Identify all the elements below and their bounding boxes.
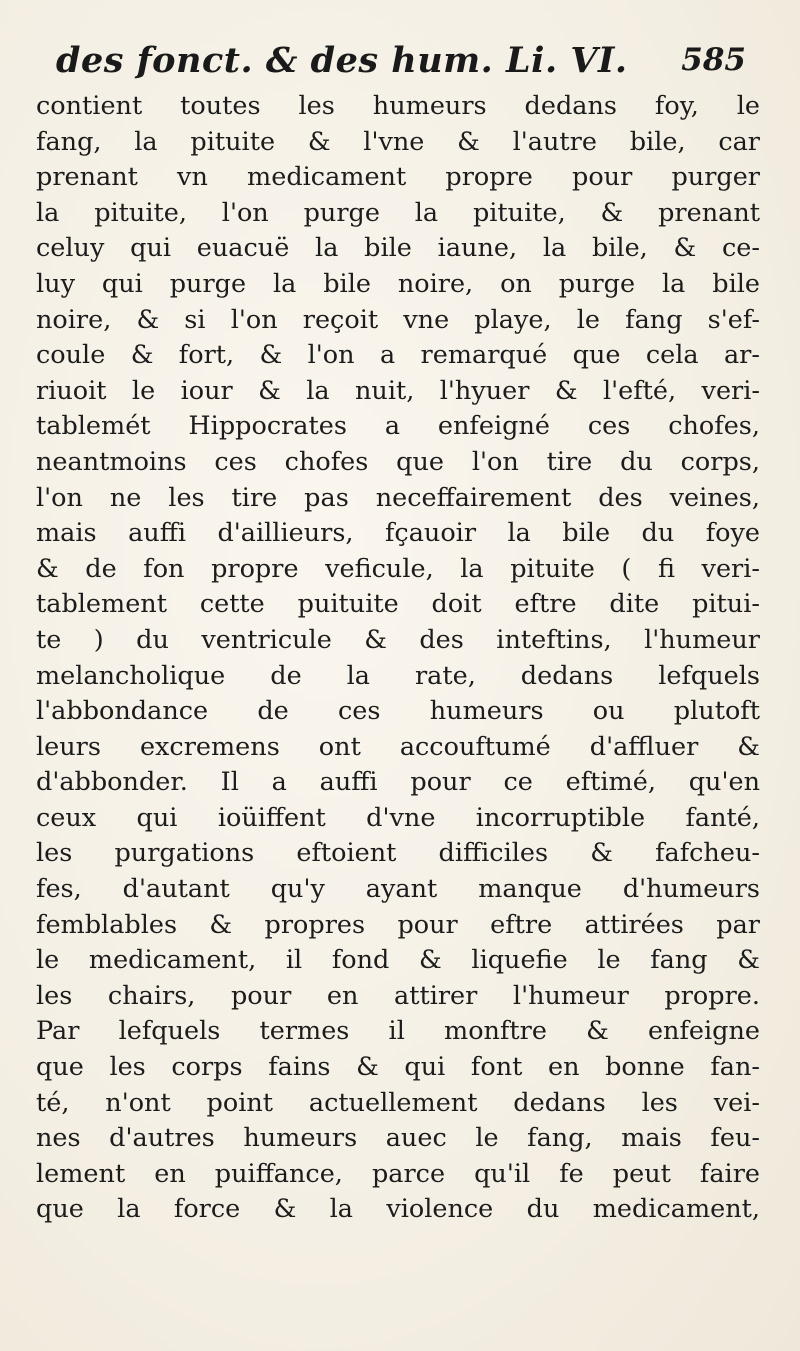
text-line: le medicament, il fond & liquefie le fang & bbox=[36, 945, 760, 976]
text-line: les purgations eftoient difficiles & fafcheu- bbox=[36, 838, 760, 869]
text-line: l'on ne les tire pas neceffairement des veines, bbox=[36, 482, 760, 513]
page-number: 585 bbox=[681, 42, 746, 78]
text-line: noire, & si l'on reçoit vne playe, le fang s'ef- bbox=[36, 304, 760, 335]
text-line: l'abbondance de ces humeurs ou plutoft bbox=[36, 696, 760, 727]
text-line: fes, d'autant qu'y ayant manque d'humeurs bbox=[36, 874, 760, 905]
text-line: neantmoins ces chofes que l'on tire du corps, bbox=[36, 446, 760, 477]
text-line: les chairs, pour en attirer l'humeur propre. bbox=[36, 980, 760, 1011]
text-line: fang, la pituite & l'vne & l'autre bile, car bbox=[36, 126, 760, 157]
text-line: prenant vn medicament propre pour purger bbox=[36, 162, 760, 193]
text-line: melancholique de la rate, dedans lefquels bbox=[36, 660, 760, 691]
text-line: tablemét Hippocrates a enfeigné ces chofes, bbox=[36, 411, 760, 442]
text-line: luy qui purge la bile noire, on purge la bile bbox=[36, 268, 760, 299]
text-line: contient toutes les humeurs dedans foy, le bbox=[36, 91, 760, 121]
text-line: mais auffi d'aillieurs, fçauoir la bile du foye bbox=[36, 518, 760, 549]
running-head: des fonct. & des hum. Li. VI. bbox=[56, 40, 628, 81]
page-header bbox=[56, 40, 746, 90]
text-line: d'abbonder. Il a auffi pour ce eftimé, qu'en bbox=[36, 767, 760, 798]
text-line: que la force & la violence du medicament, bbox=[36, 1194, 760, 1225]
text-line: lement en puiffance, parce qu'il fe peut faire bbox=[36, 1158, 760, 1189]
body-text bbox=[36, 89, 760, 1228]
text-line: te ) du ventricule & des inteftins, l'humeur bbox=[36, 624, 760, 655]
text-line: riuoit le iour & la nuit, l'hyuer & l'efté, veri- bbox=[36, 375, 760, 406]
text-line: Par lefquels termes il monftre & enfeigne bbox=[36, 1016, 760, 1047]
text-line: tablement cette puituite doit eftre dite pitui- bbox=[36, 589, 760, 620]
text-line: coule & fort, & l'on a remarqué que cela ar- bbox=[36, 340, 760, 371]
text-line: nes d'autres humeurs auec le fang, mais feu- bbox=[36, 1123, 760, 1154]
text-line: ceux qui ioüiffent d'vne incorruptible fanté, bbox=[36, 802, 760, 833]
text-line: té, n'ont point actuellement dedans les vei- bbox=[36, 1087, 760, 1118]
text-line: femblables & propres pour eftre attirées par bbox=[36, 909, 760, 940]
text-line: que les corps fains & qui font en bonne fan- bbox=[36, 1052, 760, 1083]
text-line: leurs excremens ont accouftumé d'affluer & bbox=[36, 731, 760, 762]
text-line: la pituite, l'on purge la pituite, & prenant bbox=[36, 197, 760, 228]
text-line: & de fon propre veficule, la pituite ( fi veri- bbox=[36, 553, 760, 584]
text-line: celuy qui euacuë la bile iaune, la bile, & ce- bbox=[36, 233, 760, 264]
